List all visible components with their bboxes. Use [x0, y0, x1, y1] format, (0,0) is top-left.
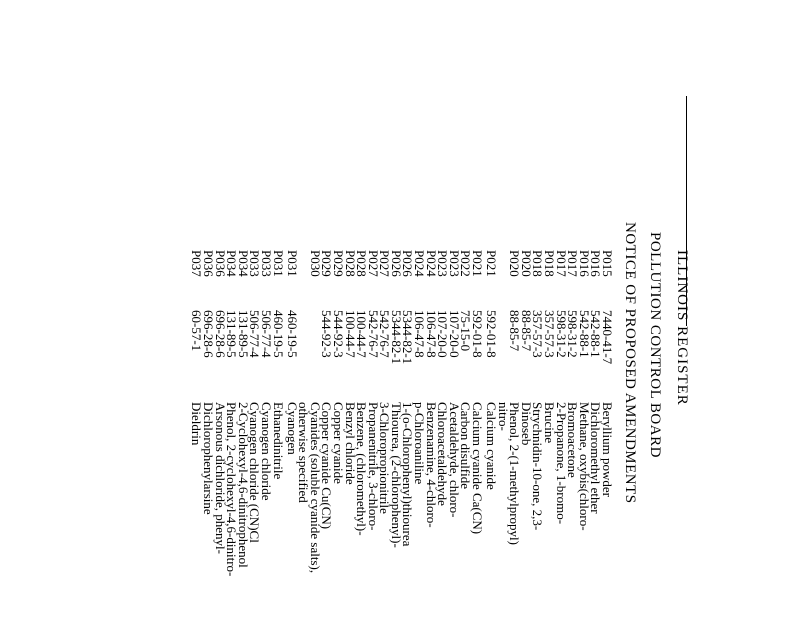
waste-code: P020: [507, 250, 523, 277]
substance-name: Ethanedinitrile: [270, 402, 286, 480]
cas-number: 506-77-4: [258, 310, 274, 358]
table-row: [309, 0, 321, 618]
cas-number: 506-77-4: [247, 310, 263, 358]
cas-number: 107-20-0: [446, 310, 462, 358]
waste-code: P029: [330, 250, 346, 277]
substance-name: Dieldrin: [189, 402, 205, 446]
table-row: [460, 0, 472, 618]
substance-name: 2-Propanone, 1-bromo-: [553, 402, 569, 525]
cas-number: 357-57-3: [542, 310, 558, 358]
cas-number: 106-47-8: [412, 310, 428, 358]
waste-code: P017: [565, 250, 581, 277]
notice-heading: NOTICE OF PROPOSED AMENDMENTS: [622, 222, 638, 504]
table-row: [298, 0, 310, 618]
cas-number: 598-31-2: [565, 310, 581, 358]
cas-number: 106-47-8: [423, 310, 439, 358]
substance-name: Bromoacetone: [565, 402, 581, 478]
cas-number: 107-20-0: [435, 310, 451, 358]
substance-name: Brucine: [542, 402, 558, 444]
substance-name: Copper cyanide Cu(CN): [319, 402, 335, 530]
cas-number: 542-76-7: [365, 310, 381, 358]
table-row: [272, 0, 284, 618]
substance-name: 3-Chloropropionitrile: [377, 402, 393, 514]
cas-number: 5344-82-1: [400, 310, 416, 365]
cas-number: 88-85-7: [507, 310, 523, 352]
waste-code: P036: [201, 250, 216, 277]
table-row: [284, 0, 298, 618]
substance-name: otherwise specified: [296, 402, 312, 503]
waste-code: P016: [588, 250, 604, 277]
waste-code: P037: [189, 250, 205, 277]
waste-code: P029: [319, 250, 335, 277]
waste-code: P024: [412, 250, 428, 277]
waste-code: P026: [400, 250, 416, 277]
cas-number: 131-89-5: [235, 310, 251, 358]
substance-name: Copper cyanide: [330, 402, 346, 484]
cas-number: 544-92-3: [330, 310, 346, 358]
table-row: [344, 0, 356, 618]
substance-name: Cyanides (soluble cyanide salts),: [307, 402, 323, 574]
substance-name: Benzene, (chloromethyl)-: [354, 402, 370, 536]
waste-code: P015: [600, 250, 615, 277]
cas-number: 100-44-7: [342, 310, 358, 358]
waste-code: P018: [542, 250, 558, 277]
substance-name: Chloroacetaldehyde: [435, 402, 451, 506]
waste-code: P027: [365, 250, 381, 277]
table-row: [542, 0, 558, 618]
cas-number: 357-57-3: [530, 310, 546, 358]
substance-name: Benzyl chloride: [342, 402, 358, 485]
cas-number: 131-89-5: [224, 310, 240, 358]
cas-number: 598-31-2: [553, 310, 569, 358]
waste-code-table: [191, 0, 613, 618]
substance-name: Cyanogen chloride: [258, 402, 274, 501]
waste-code: P033: [258, 250, 274, 277]
waste-code: P016: [576, 250, 592, 277]
cas-number: 542-88-1: [576, 310, 592, 358]
substance-name: Dichlorophenylarsine: [201, 402, 216, 515]
waste-code: P023: [446, 250, 462, 277]
cas-number: 542-88-1: [588, 310, 604, 358]
table-row: [470, 0, 486, 618]
waste-code: P021: [484, 250, 500, 277]
substance-name: Propanenitrile, 3-chloro-: [365, 402, 381, 531]
substance-name: p-Chloroaniline: [412, 402, 428, 485]
waste-code: P021: [470, 250, 486, 277]
waste-code: P031: [284, 250, 300, 277]
waste-code: P026: [388, 250, 404, 277]
table-row: [601, 0, 613, 618]
waste-code: P020: [518, 250, 534, 277]
cas-number: 75-15-0: [458, 310, 474, 352]
table-row: [202, 0, 214, 618]
waste-code: P036: [212, 250, 228, 277]
cas-number: 696-28-6: [212, 310, 228, 358]
cas-number: 100-44-7: [354, 310, 370, 358]
waste-code: P028: [342, 250, 358, 277]
table-row: [390, 0, 402, 618]
table-row: [191, 0, 203, 618]
waste-code: P023: [435, 250, 451, 277]
substance-name: Acetaldehyde, chloro-: [446, 402, 462, 518]
waste-code: P034: [235, 250, 251, 277]
table-row: [214, 0, 226, 618]
substance-name: Benzenamine, 4-chloro-: [423, 402, 439, 528]
waste-code: P027: [377, 250, 393, 277]
register-title: ILLINOIS REGISTER: [674, 250, 690, 406]
substance-name: Phenol, 2-cyclohexyl-4,6-dinitro-: [224, 402, 240, 577]
substance-name: Calcium cyanide Ca(CN): [470, 402, 486, 535]
table-row: [555, 0, 567, 618]
cas-number: 592-01-8: [484, 310, 500, 358]
waste-code: P024: [423, 250, 439, 277]
substance-name: Phenol, 2-(1-methylpropyl): [507, 402, 523, 545]
cas-number: 460-19-5: [284, 310, 300, 358]
cas-number: 544-92-3: [319, 310, 335, 358]
table-row: [332, 0, 344, 618]
substance-name: Methane, oxybis(chloro-: [576, 402, 592, 531]
substance-name: 1-(o-Chlorophenyl)thiourea: [400, 402, 416, 547]
waste-code: P030: [307, 250, 323, 277]
substance-name: Carbon disulfide: [458, 402, 474, 490]
substance-name: Calcium cyanide: [484, 402, 500, 490]
substance-name: Arsonous dichloride, phenyl-: [212, 402, 228, 555]
substance-name: Dichloromethyl ether: [588, 402, 604, 514]
table-row: [578, 0, 590, 618]
substance-name: nitro-: [495, 402, 511, 431]
waste-code: P031: [270, 250, 286, 277]
waste-code: P017: [553, 250, 569, 277]
cas-number: 592-01-8: [470, 310, 486, 358]
cas-number: 88-85-7: [518, 310, 534, 352]
board-name: POLLUTION CONTROL BOARD: [647, 232, 663, 458]
waste-code: P018: [530, 250, 546, 277]
waste-code: P034: [224, 250, 240, 277]
cas-number: 5344-82-1: [388, 310, 404, 365]
waste-code: P033: [247, 250, 263, 277]
table-row: [448, 0, 460, 618]
cas-number: 460-19-5: [270, 310, 286, 358]
waste-code: P028: [354, 250, 370, 277]
cas-number: 696-28-6: [201, 310, 216, 358]
cas-number: 542-76-7: [377, 310, 393, 358]
cas-number: 60-57-1: [189, 310, 205, 352]
substance-name: Thiourea, (2-chlorophenyl)-: [388, 402, 404, 548]
table-row: [425, 0, 437, 618]
substance-name: Cyanogen: [284, 402, 300, 455]
table-row: [509, 0, 521, 618]
table-row: [532, 0, 544, 618]
substance-name: 2-Cyclohexyl-4,6-dinitrophenol: [235, 402, 251, 568]
substance-name: Strychnidin-10-one, 2,3-: [530, 402, 546, 531]
table-row: [567, 0, 579, 618]
substance-name: Beryllium powder: [600, 402, 615, 497]
cas-number: 7440-41-7: [600, 310, 615, 365]
table-row: [497, 0, 509, 618]
table-row: [414, 0, 426, 618]
table-row: [260, 0, 272, 618]
table-row: [356, 0, 368, 618]
substance-name: Dinoseb: [518, 402, 534, 446]
waste-code: P022: [458, 250, 474, 277]
substance-name: Cyanogen chloride (CN)Cl: [247, 402, 263, 543]
table-row: [483, 0, 500, 618]
